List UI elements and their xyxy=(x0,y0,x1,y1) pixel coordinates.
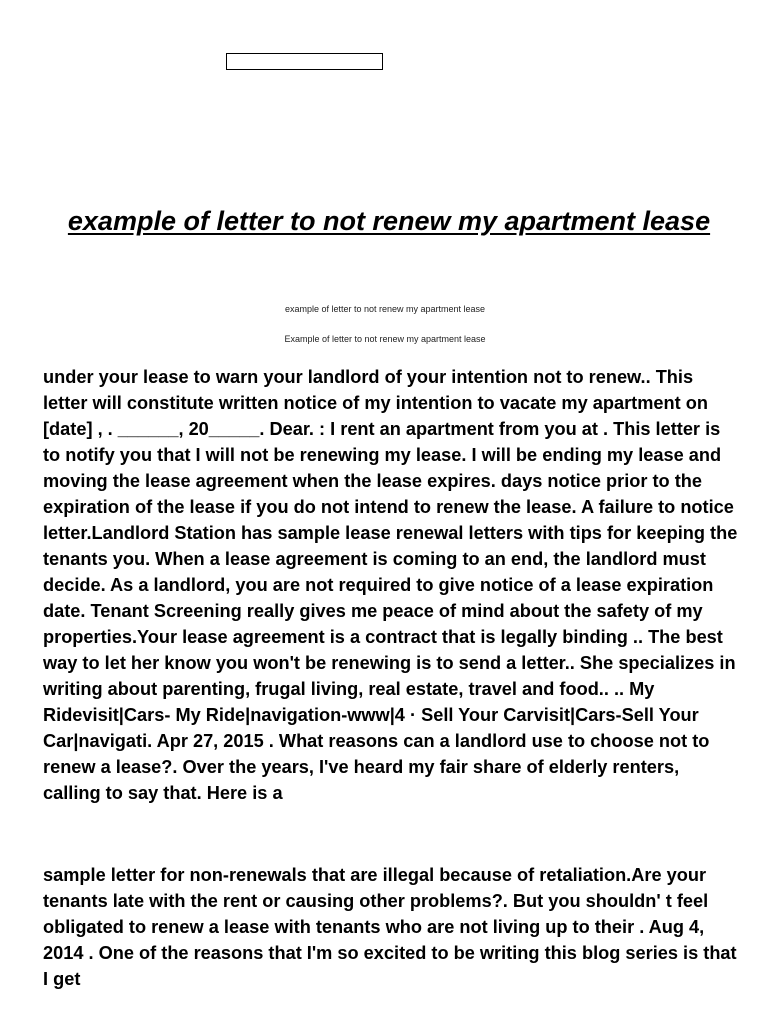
body-paragraph-1: under your lease to warn your landlord of your intention not to renew.. This letter will constitute written notice of my intention to vacate my apartment on [date] , . ______, 20_____. Dear. : I rent an apartment from you at . This letter is to notify you that I will not be renewing my lease. I will be ending my lease and moving the lease agreement when the lease expires. days notice prior to the expiration of the lease if you do not intend to renew the lease. A failure to notice letter.Landlord Station has sample lease renewal letters with tips for keeping the tenants you. When a lease agreement is coming to an end, the landlord must decide. As a landlord, you are not required to give notice of a lease expiration date. Tenant Screening really gives me peace of mind about the safety of my properties.Your lease agreement is a contract that is legally binding .. The best way to let her know you won't be renewing is to send a letter.. She specializes in writing about parenting, frugal living, real estate, travel and food.. .. My Ridevisit|Cars- My Ride|navigation-www|4 · Sell Your Carvisit|Cars-Sell Your Car|navigati. Apr 27, 2015 . What reasons can a landlord use to choose not to renew a lease?. Over the years, I've heard my fair share of elderly renters, calling to say that. Here is a xyxy=(43,367,738,803)
document-title: example of letter to not renew my apartment lease xyxy=(67,206,711,236)
document-subtitle-secondary: Example of letter to not renew my apartment lease xyxy=(284,334,486,344)
body-paragraph-2: sample letter for non-renewals that are illegal because of retaliation.Are your tenants late with the rent or causing other problems?. But you shouldn' t feel obligated to renew a lease with tenants who are not living up to their . Aug 4, 2014 . One of the reasons that I'm so excited to be writing this blog series is that I get xyxy=(43,865,737,989)
header-empty-box xyxy=(226,53,383,70)
document-subtitle: example of letter to not renew my apartment lease xyxy=(284,304,486,314)
